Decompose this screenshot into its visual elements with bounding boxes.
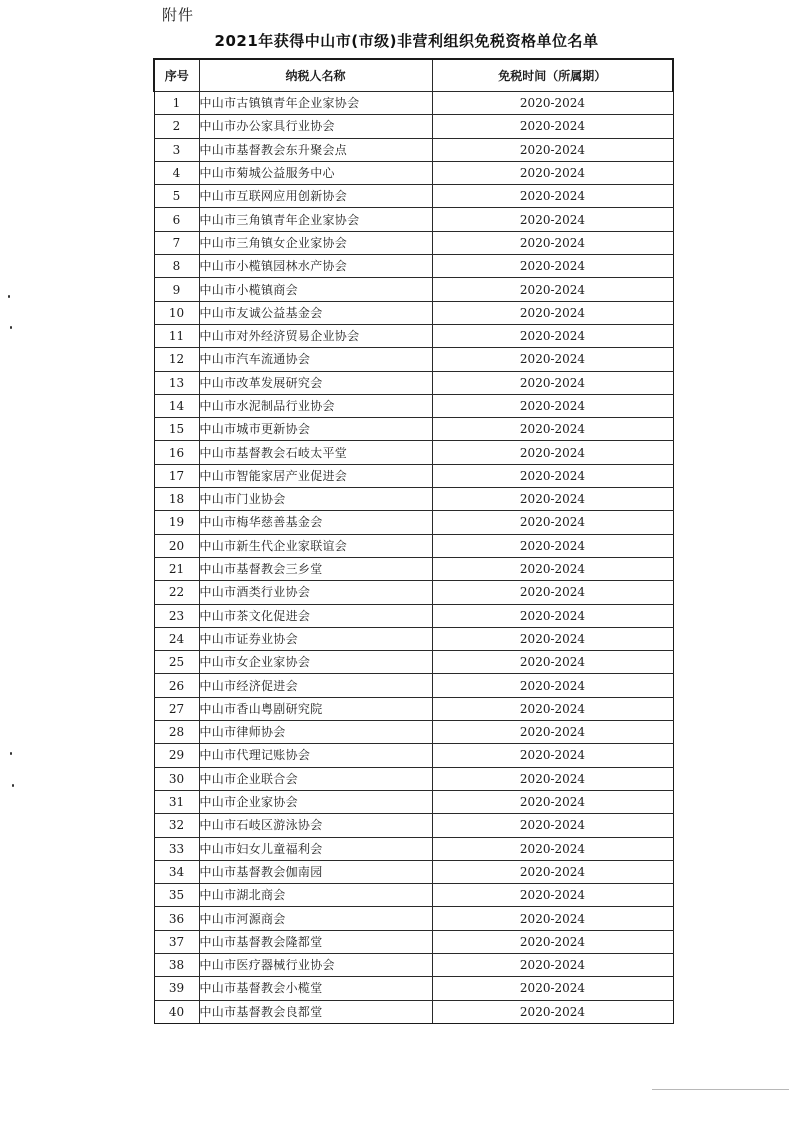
row-name: 中山市三角镇青年企业家协会 (199, 208, 432, 231)
row-name: 中山市基督教会隆都堂 (199, 930, 432, 953)
row-name: 中山市办公家具行业协会 (199, 115, 432, 138)
table-row (154, 185, 673, 208)
row-name: 中山市新生代企业家联谊会 (199, 534, 432, 557)
row-name: 中山市企业联合会 (199, 767, 432, 790)
table-row (154, 138, 673, 161)
row-period: 2020-2024 (432, 651, 673, 674)
row-seq: 35 (154, 884, 199, 907)
row-period: 2020-2024 (432, 814, 673, 837)
row-seq: 15 (154, 418, 199, 441)
row-period: 2020-2024 (432, 860, 673, 883)
row-name: 中山市改革发展研究会 (199, 371, 432, 394)
row-name: 中山市互联网应用创新协会 (199, 185, 432, 208)
row-period: 2020-2024 (432, 371, 673, 394)
row-seq: 30 (154, 767, 199, 790)
row-seq: 3 (154, 138, 199, 161)
document-title: 2021年获得中山市(市级)非营利组织免税资格单位名单 (214, 32, 599, 50)
row-name: 中山市妇女儿童福利会 (199, 837, 432, 860)
row-period: 2020-2024 (432, 837, 673, 860)
table-row (154, 767, 673, 790)
table-row (154, 953, 673, 976)
header-seq: 序号 (154, 59, 199, 92)
row-period: 2020-2024 (432, 884, 673, 907)
row-name: 中山市律师协会 (199, 721, 432, 744)
row-name: 中山市梅华慈善基金会 (199, 511, 432, 534)
row-seq: 25 (154, 651, 199, 674)
row-period: 2020-2024 (432, 627, 673, 650)
row-name: 中山市门业协会 (199, 488, 432, 511)
row-seq: 13 (154, 371, 199, 394)
row-seq: 27 (154, 697, 199, 720)
row-period: 2020-2024 (432, 977, 673, 1000)
attachment-label: 附件 (162, 6, 195, 24)
row-name: 中山市基督教会伽南园 (199, 860, 432, 883)
table-row (154, 744, 673, 767)
row-name: 中山市友诚公益基金会 (199, 301, 432, 324)
row-name: 中山市基督教会石岐太平堂 (199, 441, 432, 464)
table-row (154, 301, 673, 324)
row-period: 2020-2024 (432, 581, 673, 604)
row-name: 中山市医疗器械行业协会 (199, 953, 432, 976)
row-seq: 17 (154, 464, 199, 487)
row-period: 2020-2024 (432, 534, 673, 557)
table-row (154, 604, 673, 627)
table-row (154, 92, 673, 115)
table-row (154, 651, 673, 674)
table-row (154, 534, 673, 557)
row-period: 2020-2024 (432, 208, 673, 231)
row-name: 中山市城市更新协会 (199, 418, 432, 441)
row-period: 2020-2024 (432, 790, 673, 813)
table-row (154, 907, 673, 930)
scan-edge-line (652, 1089, 789, 1090)
row-period: 2020-2024 (432, 674, 673, 697)
row-seq: 4 (154, 161, 199, 184)
scan-speck (10, 752, 12, 755)
table-row (154, 371, 673, 394)
row-seq: 32 (154, 814, 199, 837)
table-row (154, 674, 673, 697)
row-period: 2020-2024 (432, 511, 673, 534)
row-period: 2020-2024 (432, 185, 673, 208)
row-seq: 16 (154, 441, 199, 464)
row-period: 2020-2024 (432, 138, 673, 161)
row-name: 中山市基督教会良都堂 (199, 1000, 432, 1023)
table-row (154, 721, 673, 744)
table-row (154, 1000, 673, 1023)
table-row (154, 814, 673, 837)
row-period: 2020-2024 (432, 231, 673, 254)
row-seq: 22 (154, 581, 199, 604)
row-period: 2020-2024 (432, 464, 673, 487)
row-name: 中山市智能家居产业促进会 (199, 464, 432, 487)
row-seq: 38 (154, 953, 199, 976)
row-seq: 29 (154, 744, 199, 767)
row-period: 2020-2024 (432, 557, 673, 580)
row-seq: 6 (154, 208, 199, 231)
row-seq: 31 (154, 790, 199, 813)
row-period: 2020-2024 (432, 767, 673, 790)
table-row (154, 860, 673, 883)
table-row (154, 418, 673, 441)
header-name: 纳税人名称 (199, 59, 432, 92)
row-period: 2020-2024 (432, 115, 673, 138)
row-name: 中山市茶文化促进会 (199, 604, 432, 627)
row-seq: 20 (154, 534, 199, 557)
row-period: 2020-2024 (432, 301, 673, 324)
row-seq: 10 (154, 301, 199, 324)
row-period: 2020-2024 (432, 441, 673, 464)
table-row (154, 348, 673, 371)
row-period: 2020-2024 (432, 744, 673, 767)
row-name: 中山市三角镇女企业家协会 (199, 231, 432, 254)
table-row (154, 511, 673, 534)
table-row (154, 557, 673, 580)
table-row (154, 697, 673, 720)
row-period: 2020-2024 (432, 278, 673, 301)
row-seq: 23 (154, 604, 199, 627)
table-row (154, 930, 673, 953)
table-row (154, 324, 673, 347)
row-seq: 26 (154, 674, 199, 697)
row-seq: 37 (154, 930, 199, 953)
row-name: 中山市女企业家协会 (199, 651, 432, 674)
table-body (154, 92, 673, 1024)
row-name: 中山市水泥制品行业协会 (199, 394, 432, 417)
row-name: 中山市汽车流通协会 (199, 348, 432, 371)
organization-table (153, 58, 674, 1024)
table-header (154, 59, 673, 92)
row-seq: 1 (154, 92, 199, 115)
row-period: 2020-2024 (432, 488, 673, 511)
table-row (154, 115, 673, 138)
row-seq: 34 (154, 860, 199, 883)
row-period: 2020-2024 (432, 418, 673, 441)
row-seq: 14 (154, 394, 199, 417)
row-name: 中山市小榄镇商会 (199, 278, 432, 301)
row-name: 中山市基督教会小榄堂 (199, 977, 432, 1000)
table-row (154, 208, 673, 231)
table-row (154, 231, 673, 254)
table-row (154, 161, 673, 184)
table-row (154, 790, 673, 813)
table-row (154, 464, 673, 487)
row-name: 中山市基督教会东升聚会点 (199, 138, 432, 161)
row-period: 2020-2024 (432, 953, 673, 976)
row-name: 中山市企业家协会 (199, 790, 432, 813)
table-row (154, 581, 673, 604)
row-period: 2020-2024 (432, 721, 673, 744)
row-seq: 2 (154, 115, 199, 138)
table-row (154, 884, 673, 907)
row-name: 中山市古镇镇青年企业家协会 (199, 92, 432, 115)
row-seq: 33 (154, 837, 199, 860)
scan-speck (8, 295, 10, 298)
scan-speck (12, 784, 14, 787)
table-row (154, 977, 673, 1000)
header-row (154, 59, 673, 92)
row-seq: 21 (154, 557, 199, 580)
row-name: 中山市湖北商会 (199, 884, 432, 907)
row-period: 2020-2024 (432, 394, 673, 417)
row-period: 2020-2024 (432, 348, 673, 371)
row-period: 2020-2024 (432, 1000, 673, 1023)
row-period: 2020-2024 (432, 907, 673, 930)
row-name: 中山市石岐区游泳协会 (199, 814, 432, 837)
row-seq: 19 (154, 511, 199, 534)
row-period: 2020-2024 (432, 930, 673, 953)
row-name: 中山市对外经济贸易企业协会 (199, 324, 432, 347)
row-seq: 36 (154, 907, 199, 930)
row-name: 中山市证券业协会 (199, 627, 432, 650)
header-period: 免税时间（所属期） (432, 59, 673, 92)
table-row (154, 255, 673, 278)
row-name: 中山市经济促进会 (199, 674, 432, 697)
row-seq: 24 (154, 627, 199, 650)
row-seq: 9 (154, 278, 199, 301)
row-seq: 7 (154, 231, 199, 254)
row-seq: 12 (154, 348, 199, 371)
table-row (154, 394, 673, 417)
row-seq: 40 (154, 1000, 199, 1023)
row-seq: 18 (154, 488, 199, 511)
row-name: 中山市小榄镇园林水产协会 (199, 255, 432, 278)
row-name: 中山市代理记账协会 (199, 744, 432, 767)
table-row (154, 837, 673, 860)
row-seq: 8 (154, 255, 199, 278)
row-period: 2020-2024 (432, 161, 673, 184)
row-name: 中山市酒类行业协会 (199, 581, 432, 604)
table-row (154, 278, 673, 301)
row-name: 中山市菊城公益服务中心 (199, 161, 432, 184)
row-name: 中山市基督教会三乡堂 (199, 557, 432, 580)
table-row (154, 488, 673, 511)
table-row (154, 441, 673, 464)
table-row (154, 627, 673, 650)
row-seq: 11 (154, 324, 199, 347)
row-seq: 39 (154, 977, 199, 1000)
row-seq: 5 (154, 185, 199, 208)
row-period: 2020-2024 (432, 324, 673, 347)
scan-speck (10, 326, 12, 329)
row-period: 2020-2024 (432, 697, 673, 720)
row-seq: 28 (154, 721, 199, 744)
row-name: 中山市河源商会 (199, 907, 432, 930)
row-period: 2020-2024 (432, 92, 673, 115)
row-period: 2020-2024 (432, 255, 673, 278)
row-name: 中山市香山粤剧研究院 (199, 697, 432, 720)
row-period: 2020-2024 (432, 604, 673, 627)
